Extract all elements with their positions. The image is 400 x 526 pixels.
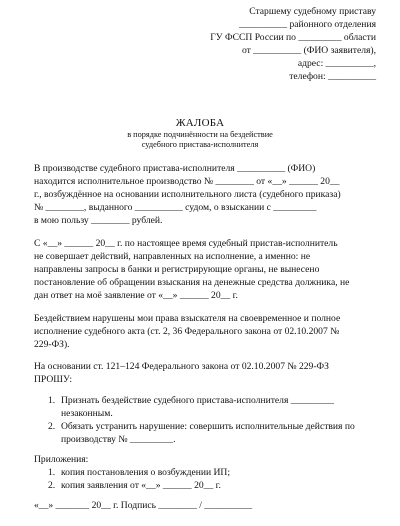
paragraph-line: в мою пользу ________ рублей. [34,215,163,226]
paragraph-line: В производстве судебного пристава-исполнителя __________ (ФИО) [34,163,316,174]
document-subtitle: судебного пристава-исполнителя [141,140,259,149]
attachment-item: копия постановления о возбуждении ИП; [61,467,231,478]
paragraph-line: находится исполнительное производство № ________ от «__» ______ 20__ [34,176,340,187]
request-heading: ПРОШУ: [34,374,73,385]
paragraph-line: дан ответ на моё заявление от «__» ______ 20__ г. [34,290,238,301]
addressee-line: телефон: __________ [289,71,376,82]
paragraph-line: постановление об обращении взыскания на денежные средства должника, не [34,277,350,288]
paragraph-line: направлены запросы в банки и регистрирующие органы, не вынесено [34,264,320,275]
addressee-line: адрес: __________, [297,58,376,69]
request-number: 1. [48,395,56,406]
addressee-line: Старшему судебному приставу [249,6,376,17]
paragraph-line: Бездействием нарушены мои права взыскателя на своевременное и полное [34,313,341,324]
paragraph-line: На основании ст. 121–124 Федерального закона от 02.10.2007 № 229-ФЗ [34,361,329,372]
attachment-number: 2. [48,480,56,491]
request-line: производству № _________. [61,434,176,445]
paragraph-line: не совершает действий, направленных на исполнение, а именно: не [34,251,311,262]
paragraph-line: исполнение судебного акта (ст. 2, 36 Федерального закона от 02.10.2007 № [34,326,340,337]
attachment-item: копия заявления от «__» ______ 20__ г. [61,480,221,491]
request-line: Признать бездействие судебного пристава-исполнителя _________ [61,395,334,406]
request-number: 2. [48,421,56,432]
addressee-line: от __________ (ФИО заявителя), [241,45,376,56]
addressee-line: ГУ ФССП России по _________ области [210,32,376,43]
paragraph-line: № ________, выданного __________ судом, о взыскании с _________ [34,202,317,213]
document-subtitle: в порядке подчинённости на бездействие [127,130,273,139]
paragraph-line: 229-ФЗ). [34,339,70,350]
signature-line: «__» _______ 20__ г. Подпись ________ / __________ [34,500,253,511]
document-title: ЖАЛОБА [175,117,225,129]
request-line: Обязать устранить нарушение: совершить исполнительные действия по [61,421,355,432]
attachment-number: 1. [48,467,56,478]
paragraph-line: г., возбуждённое на основании исполнительного листа (судебного приказа) [34,189,341,200]
request-line: незаконным. [61,408,113,419]
paragraph-line: С «__» ______ 20__ г. по настоящее время судебный пристав-исполнитель [34,238,338,249]
addressee-line: __________ районного отделения [239,19,376,30]
attachments-heading: Приложения: [34,454,89,465]
